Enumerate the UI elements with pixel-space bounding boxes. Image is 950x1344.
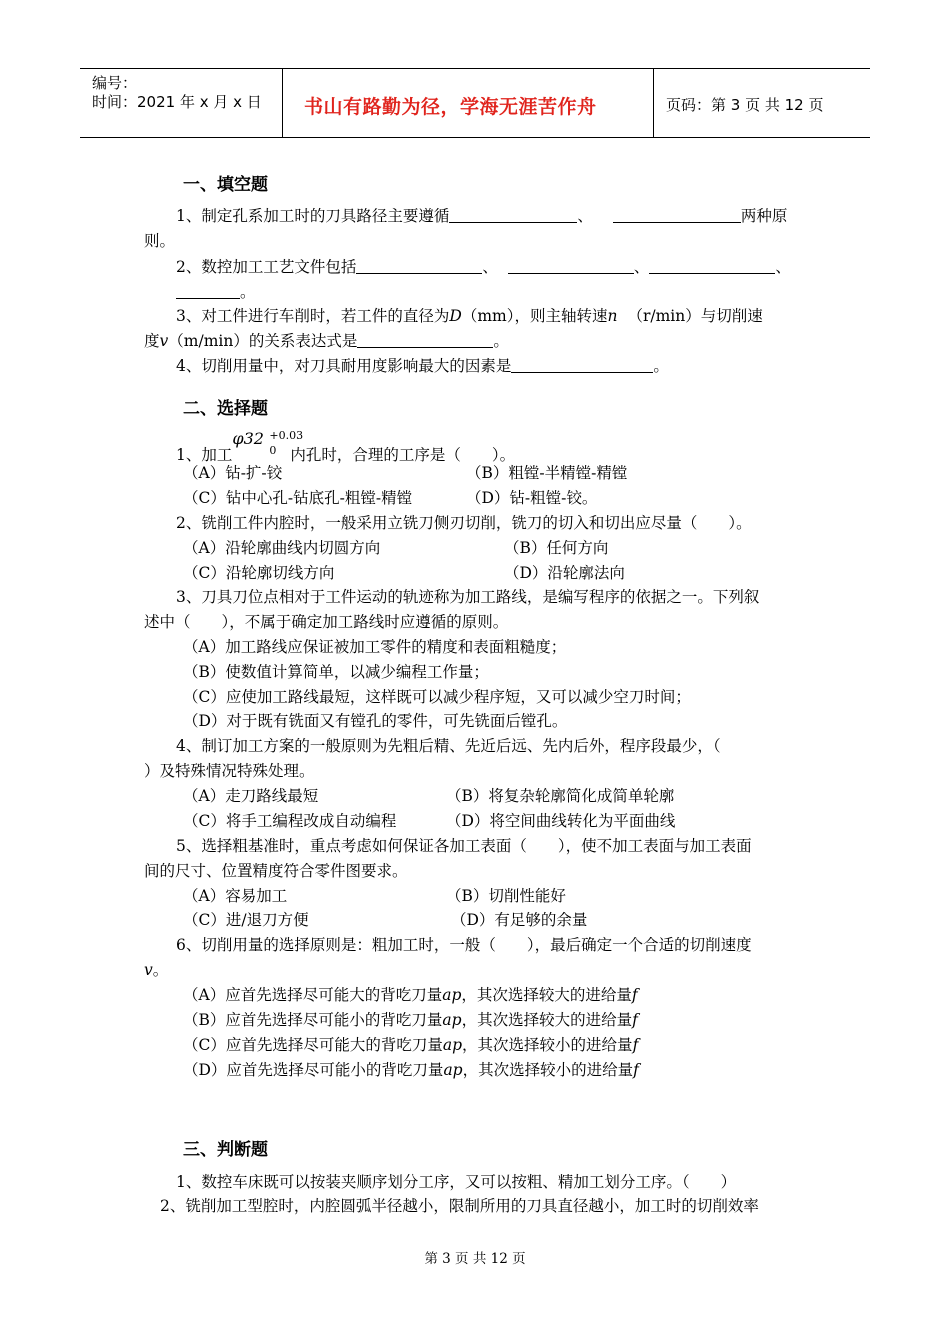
judge-question-2: 2、铣削加工型腔时，内腔圆弧半径越小，限制所用的刀具直径越小，加工时的切削效率 [160,1197,759,1215]
tolerance-expression [232,429,304,460]
symbol-f: f [632,1011,638,1029]
option-b: （B）任何方向 [504,539,609,557]
section-title-judge: 三、判断题 [183,1140,268,1160]
option-a: （A）走刀路线最短 [183,787,319,805]
option-text: （B）应首先选择尽可能小的背吃刀量 [183,1011,443,1029]
serial-label: 编号： [92,74,138,92]
option-a: （A）钻-扩-铰 [183,464,283,482]
choice-question-6-cont [144,959,168,981]
page-footer: 第 3 页 共 12 页 [424,1251,526,1267]
separator: 、 [775,258,791,276]
option-c [183,1034,638,1056]
choice-question-4: 4、制订加工方案的一般原则为先粗后精、先近后远、先内后外，程序段最少，（ [176,737,721,755]
option-text: ，其次选择较大的进给量 [461,1011,633,1029]
fill-question-1 [176,205,787,227]
section-title-choice: 二、选择题 [183,399,268,419]
fill-question-2-cont [176,281,256,303]
option-b: （B）粗镗-半精镗-精镗 [466,464,628,482]
option-text: ，其次选择较小的进给量 [462,1061,634,1079]
question-text: 2、数控加工工艺文件包括 [176,258,357,276]
upper-tolerance: +0.03 [269,429,304,442]
question-text: （m/min）的关系表达式是 [168,332,358,350]
symbol-ap: ap [442,1036,463,1054]
question-text: 3、对工件进行车削时，若工件的直径为 [176,307,450,325]
option-a: （A）容易加工 [183,887,288,905]
question-text: 。 [493,332,509,350]
motto-banner: 书山有路勤为径，学海无涯苦作舟 [304,96,597,118]
symbol-f: f [632,1036,639,1054]
header-divider [653,69,654,137]
symbol-D: D [449,307,462,325]
option-text: （D）应首先选择尽可能小的背吃刀量 [183,1061,444,1079]
answer-blank [508,257,634,274]
symbol-f: f [631,986,638,1004]
symbol-f: f [633,1061,639,1079]
question-text: 内孔时，合理的工序是（ ）。 [290,446,516,464]
judge-question-1: 1、数控车床既可以按装夹顺序划分工序，又可以按粗、精加工划分工序。（ ） [176,1173,737,1191]
option-text: ，其次选择较小的进给量 [462,1036,633,1054]
option-d: （D）对于既有铣面又有镗孔的零件，可先铣面后镗孔。 [183,712,568,730]
choice-question-3-cont: 述中（ ），不属于确定加工路线时应遵循的原则。 [144,613,509,631]
symbol-v: v [159,332,169,350]
question-text: （r/min）与切削速 [627,307,763,325]
option-d: （D）有足够的余量 [451,911,588,929]
option-a [183,984,638,1006]
symbol-ap: ap [442,1011,462,1029]
choice-question-2: 2、铣削工件内腔时，一般采用立铣刀侧刃切削，铣刀的切入和切出应尽量（ ）。 [176,514,752,532]
option-c: （C）应使加工路线最短，这样既可以减少程序短，又可以减少空刀时间； [183,688,691,706]
symbol-v: v [144,961,153,979]
question-text: 。 [240,283,256,301]
question-text: （mm），则主轴转速 [461,307,608,325]
option-b: （B）使数值计算简单，以减少编程工作量； [183,663,489,681]
option-a: （A）沿轮廓曲线内切圆方向 [183,539,381,557]
answer-blank [649,257,775,274]
fill-question-3 [176,305,763,327]
header-divider [282,69,283,137]
answer-blank [613,206,741,223]
date-label: 时间：2021 年 x 月 x 日 [92,93,262,111]
answer-blank [176,282,240,299]
symbol-ap: ap [443,1061,463,1079]
page-info: 页码：第 3 页 共 12 页 [666,96,824,114]
option-c: （C）沿轮廓切线方向 [183,564,335,582]
option-c: （C）将手工编程改成自动编程 [183,812,397,830]
option-text: （A）应首先选择尽可能大的背吃刀量 [183,986,443,1004]
symbol-n: n [607,307,618,325]
question-text: 4、切削用量中，对刀具耐用度影响最大的因素是 [176,357,512,375]
option-c: （C）进/退刀方便 [183,911,309,929]
question-text: 1、制定孔系加工时的刀具路径主要遵循 [176,207,450,225]
lower-tolerance: 0 [269,444,277,457]
question-text: 。 [653,357,669,375]
option-d: （D）沿轮廓法向 [504,564,625,582]
fill-question-2 [176,256,791,278]
question-text: 1、加工 [176,446,233,464]
fill-question-1-cont: 则。 [144,232,176,250]
answer-blank [356,257,482,274]
choice-question-5-cont: 间的尺寸、位置精度符合零件图要求。 [144,862,408,880]
fill-question-4 [176,355,669,377]
answer-blank [511,356,653,373]
choice-question-4-cont: ）及特殊情况特殊处理。 [144,762,315,780]
option-c: （C）钻中心孔-钻底孔-粗镗-精镗 [183,489,413,507]
separator: 、 [633,258,650,276]
diameter-symbol: φ32 [232,429,264,448]
section-title-fill: 一、填空题 [183,175,268,195]
option-b [183,1009,638,1031]
choice-question-6: 6、切削用量的选择原则是：粗加工时，一般（ ），最后确定一个合适的切削速度 [176,936,752,954]
question-text: 。 [152,961,169,979]
question-text: 度 [144,332,160,350]
option-d [183,1059,639,1081]
question-text: 两种原 [740,207,788,225]
option-b: （B）切削性能好 [446,887,566,905]
option-d: （D）将空间曲线转化为平面曲线 [446,812,676,830]
option-b: （B）将复杂轮廓简化成简单轮廓 [446,787,675,805]
answer-blank [449,206,577,223]
option-text: （C）应首先选择尽可能大的背吃刀量 [183,1036,443,1054]
fill-question-3-cont [144,330,509,352]
symbol-ap: ap [442,986,462,1004]
option-a: （A）加工路线应保证被加工零件的精度和表面粗糙度； [183,638,567,656]
separator: 、 [482,258,498,276]
option-text: ，其次选择较大的进给量 [461,986,632,1004]
choice-question-5: 5、选择粗基准时，重点考虑如何保证各加工表面（ ），使不加工表面与加工表面 [176,837,752,855]
separator: 、 [577,207,593,225]
option-d: （D）钻-粗镗-铰。 [466,489,598,507]
answer-blank [357,331,493,348]
choice-question-3: 3、刀具刀位点相对于工件运动的轨迹称为加工路线，是编写程序的依据之一。下列叙 [176,588,760,606]
